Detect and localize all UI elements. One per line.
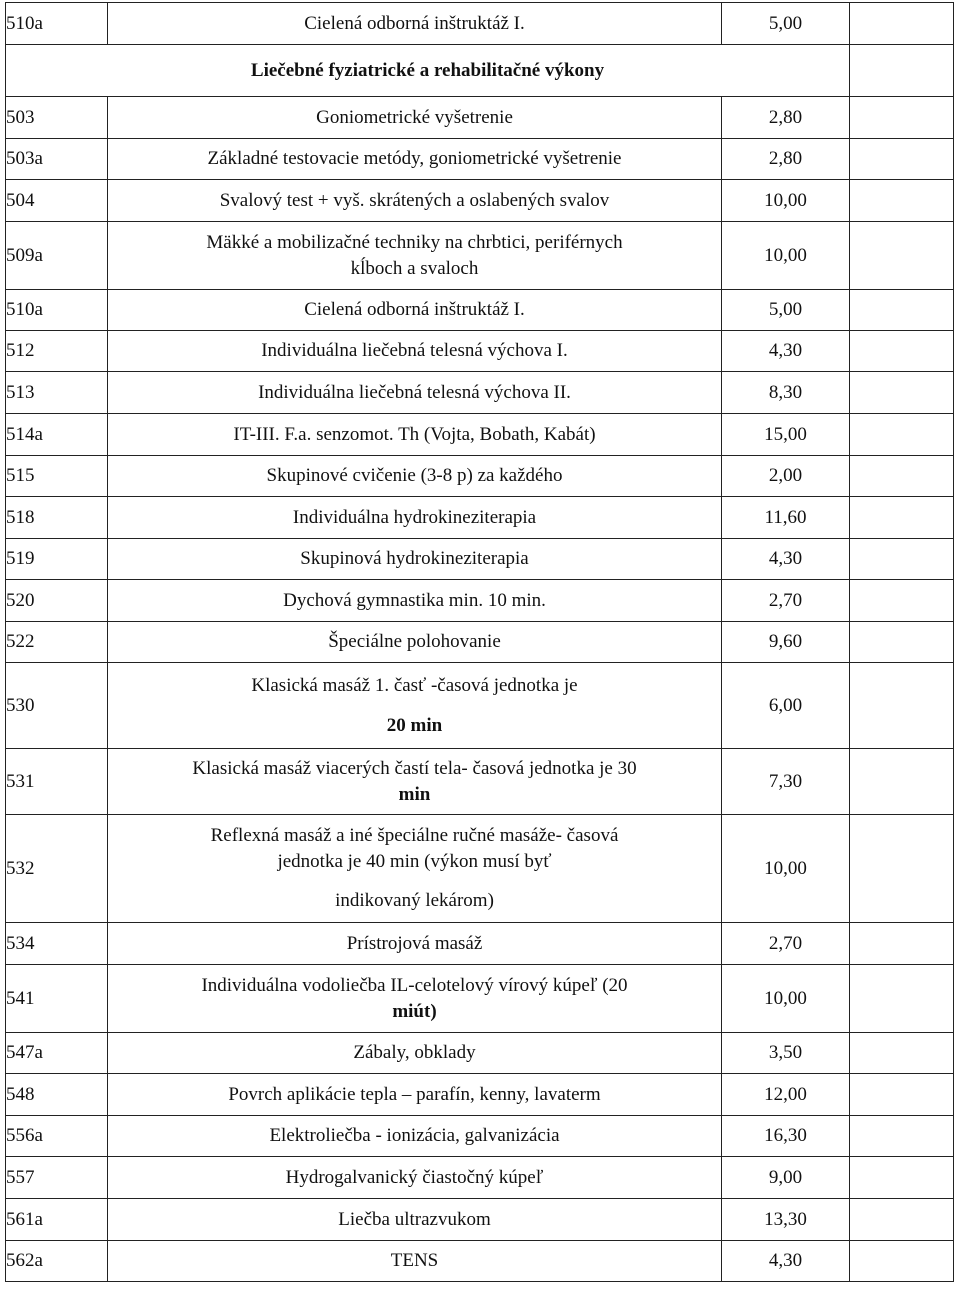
description-cell: TENS (108, 1241, 722, 1282)
code-cell: 510a (6, 3, 108, 45)
description-cell: Dychová gymnastika min. 10 min. (108, 580, 722, 622)
price-cell: 16,30 (722, 1116, 850, 1157)
table-row (6, 1116, 954, 1157)
empty-cell (850, 3, 954, 45)
price-cell: 6,00 (722, 663, 850, 749)
empty-cell (850, 139, 954, 180)
section-heading: Liečebné fyziatrické a rehabilitačné výkony (6, 45, 850, 97)
description-line-bold: 20 min (386, 714, 443, 736)
description-cell: Goniometrické vyšetrenie (108, 97, 722, 139)
code-cell: 561a (6, 1199, 108, 1241)
code-cell: 556a (6, 1116, 108, 1157)
code-cell: 515 (6, 456, 108, 497)
empty-cell (850, 815, 954, 923)
code-cell: 510a (6, 290, 108, 331)
description-cell: Skupinové cvičenie (3-8 p) za každého (108, 456, 722, 497)
empty-cell (850, 456, 954, 497)
code-cell: 513 (6, 372, 108, 414)
description-cell: Cielená odborná inštruktáž I. (108, 290, 722, 331)
table-row (6, 414, 954, 456)
price-cell: 2,00 (722, 456, 850, 497)
empty-cell (850, 622, 954, 663)
code-cell: 530 (6, 663, 108, 749)
price-cell: 2,70 (722, 923, 850, 965)
code-cell: 541 (6, 965, 108, 1033)
empty-cell (850, 414, 954, 456)
price-cell: 2,80 (722, 97, 850, 139)
description-cell: Svalový test + vyš. skrátených a oslabených svalov (108, 180, 722, 222)
price-cell: 8,30 (722, 372, 850, 414)
description-cell: Skupinová hydrokineziterapia (108, 539, 722, 580)
description-cell: Špeciálne polohovanie (108, 622, 722, 663)
empty-cell (850, 497, 954, 539)
table-row (6, 139, 954, 180)
table-row (6, 497, 954, 539)
empty-cell (850, 45, 954, 97)
code-cell: 509a (6, 222, 108, 290)
empty-cell (850, 663, 954, 749)
description-cell: Hydrogalvanický čiastočný kúpeľ (108, 1157, 722, 1199)
description-line: kĺboch a svaloch (350, 257, 479, 279)
price-cell: 15,00 (722, 414, 850, 456)
price-cell: 4,30 (722, 1241, 850, 1282)
price-cell: 5,00 (722, 3, 850, 45)
code-cell: 519 (6, 539, 108, 580)
description-cell: Individuálna hydrokineziterapia (108, 497, 722, 539)
table-row (6, 1033, 954, 1074)
table-row (6, 622, 954, 663)
empty-cell (850, 1199, 954, 1241)
description-cell: Cielená odborná inštruktáž I. (108, 3, 722, 45)
table-row (6, 97, 954, 139)
code-cell: 548 (6, 1074, 108, 1116)
description-line: indikovaný lekárom) (335, 890, 494, 912)
code-cell: 534 (6, 923, 108, 965)
empty-cell (850, 331, 954, 372)
description-cell: IT-III. F.a. senzomot. Th (Vojta, Bobath, Kabát) (108, 414, 722, 456)
table-row (6, 222, 954, 290)
empty-cell (850, 965, 954, 1033)
code-cell: 514a (6, 414, 108, 456)
code-cell: 562a (6, 1241, 108, 1282)
description-cell: Základné testovacie metódy, goniometrické vyšetrenie (108, 139, 722, 180)
empty-cell (850, 539, 954, 580)
description-cell: Individuálna liečebná telesná výchova II. (108, 372, 722, 414)
description-cell (108, 663, 722, 749)
empty-cell (850, 1241, 954, 1282)
description-line: Klasická masáž viacerých častí tela- časová jednotka je 30 (192, 757, 637, 779)
empty-cell (850, 749, 954, 815)
empty-cell (850, 97, 954, 139)
price-cell: 4,30 (722, 331, 850, 372)
table-row (6, 663, 954, 749)
table-row (6, 1241, 954, 1282)
table-row (6, 3, 954, 45)
price-cell: 2,70 (722, 580, 850, 622)
price-cell: 7,30 (722, 749, 850, 815)
code-cell: 503a (6, 139, 108, 180)
description-cell (108, 222, 722, 290)
table-row (6, 965, 954, 1033)
price-cell: 13,30 (722, 1199, 850, 1241)
description-cell (108, 815, 722, 923)
description-cell: Elektroliečba - ionizácia, galvanizácia (108, 1116, 722, 1157)
description-cell: Liečba ultrazvukom (108, 1199, 722, 1241)
price-table (5, 2, 954, 1282)
code-cell: 522 (6, 622, 108, 663)
price-cell: 10,00 (722, 222, 850, 290)
empty-cell (850, 580, 954, 622)
empty-cell (850, 1157, 954, 1199)
description-line-bold: min (398, 783, 431, 805)
description-cell (108, 749, 722, 815)
table-row (6, 539, 954, 580)
price-cell: 11,60 (722, 497, 850, 539)
price-cell: 10,00 (722, 180, 850, 222)
table-row (6, 372, 954, 414)
empty-cell (850, 372, 954, 414)
description-cell: Prístrojová masáž (108, 923, 722, 965)
description-cell: Individuálna liečebná telesná výchova I. (108, 331, 722, 372)
table-row (6, 1199, 954, 1241)
table-row (6, 815, 954, 923)
code-cell: 512 (6, 331, 108, 372)
code-cell: 520 (6, 580, 108, 622)
price-cell: 2,80 (722, 139, 850, 180)
description-line: Klasická masáž 1. časť -časová jednotka je (251, 674, 578, 696)
price-cell: 3,50 (722, 1033, 850, 1074)
price-cell: 5,00 (722, 290, 850, 331)
code-cell: 504 (6, 180, 108, 222)
table-row (6, 290, 954, 331)
table-row (6, 456, 954, 497)
table-row (6, 1157, 954, 1199)
description-cell: Povrch aplikácie tepla – parafín, kenny, lavaterm (108, 1074, 722, 1116)
description-line: jednotka je 40 min (výkon musí byť (277, 850, 552, 872)
empty-cell (850, 923, 954, 965)
price-cell: 9,00 (722, 1157, 850, 1199)
empty-cell (850, 180, 954, 222)
table-row (6, 1074, 954, 1116)
price-cell: 10,00 (722, 965, 850, 1033)
empty-cell (850, 1116, 954, 1157)
description-cell: Zábaly, obklady (108, 1033, 722, 1074)
table-row (6, 923, 954, 965)
empty-cell (850, 222, 954, 290)
price-table-body (6, 3, 954, 1282)
empty-cell (850, 1074, 954, 1116)
empty-cell (850, 1033, 954, 1074)
price-cell: 9,60 (722, 622, 850, 663)
price-cell: 12,00 (722, 1074, 850, 1116)
description-line-bold: miút) (392, 1000, 437, 1022)
description-line: Individuálna vodoliečba IL-celotelový vírový kúpeľ (20 (201, 974, 628, 996)
code-cell: 518 (6, 497, 108, 539)
section-row (6, 45, 954, 97)
code-cell: 547a (6, 1033, 108, 1074)
table-row (6, 749, 954, 815)
code-cell: 557 (6, 1157, 108, 1199)
price-cell: 4,30 (722, 539, 850, 580)
table-row (6, 580, 954, 622)
price-cell: 10,00 (722, 815, 850, 923)
code-cell: 531 (6, 749, 108, 815)
description-cell (108, 965, 722, 1033)
description-line: Mäkké a mobilizačné techniky na chrbtici, periférnych (206, 231, 623, 253)
table-row (6, 180, 954, 222)
table-row (6, 331, 954, 372)
description-line: Reflexná masáž a iné špeciálne ručné masáže- časová (210, 825, 619, 847)
empty-cell (850, 290, 954, 331)
code-cell: 532 (6, 815, 108, 923)
code-cell: 503 (6, 97, 108, 139)
